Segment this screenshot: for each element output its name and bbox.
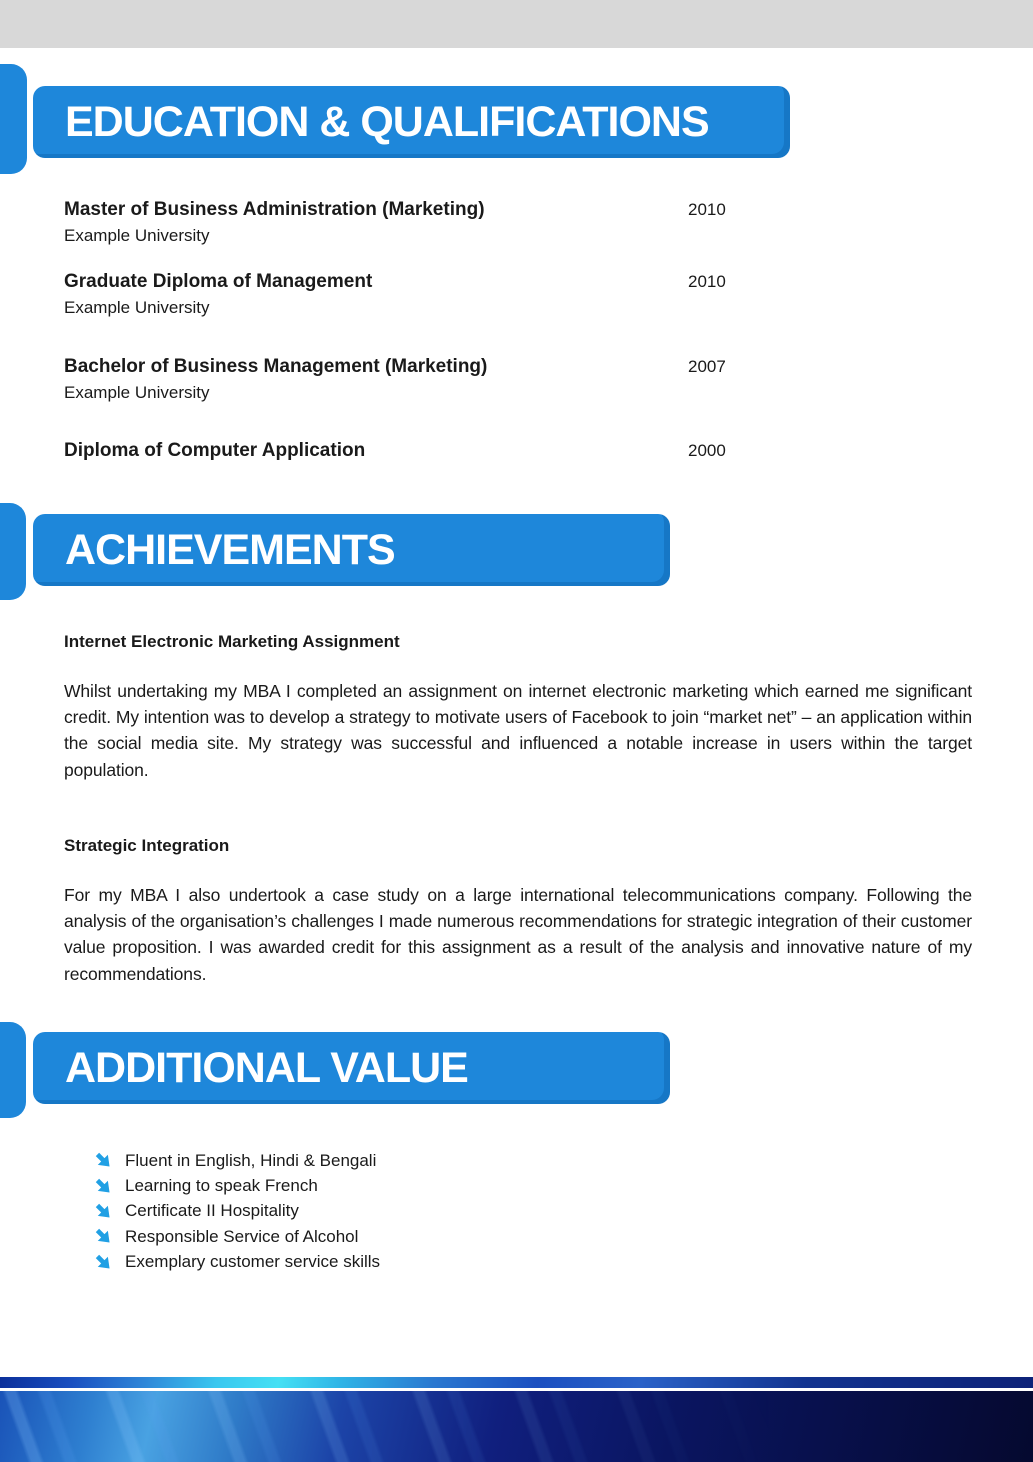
list-item-label: Learning to speak French [125,1176,318,1196]
list-item [94,1250,380,1275]
degree-year: 2000 [688,441,726,460]
southeast-arrow-icon [94,1151,113,1170]
achievement-paragraph: For my MBA I also undertook a case study on a large international telecommunications company. Following the analysis of the organisation’s challenges I made numerous recommendations for strategic integration of their customer value proposition. I was awarded credit for this assignment as a result of the analysis and innovative nature of my recommendations. [64,885,972,984]
education-entry [64,437,972,464]
degree-year: 2010 [688,200,726,219]
list-item-label: Fluent in English, Hindi & Bengali [125,1150,377,1170]
achievement-heading: Internet Electronic Marketing Assignment [64,632,400,651]
achievement-heading: Strategic Integration [64,836,230,855]
achievements-section-side-tab [0,503,26,600]
degree-title: Master of Business Administration (Marketing) [64,199,485,220]
achievements-section-title: ACHIEVEMENTS [65,525,395,574]
additional-value-section-banner [33,1032,670,1104]
additional-value-section-title: ADDITIONAL VALUE [65,1043,468,1092]
top-gray-bar [0,0,1033,48]
bottom-accent-stripe [0,1377,1033,1388]
achievements-section-banner [33,514,670,586]
degree-year: 2007 [688,357,726,376]
degree-title: Bachelor of Business Management (Marketing) [64,356,488,377]
institution: Example University [64,298,210,317]
achievement-paragraph: Whilst undertaking my MBA I completed an assignment on internet electronic marketing which earned me significant credit. My intention was to develop a strategy to motivate users of Facebook to join “market net” – an application within the social media site. My strategy was successful and influenced a notable increase in users within the target population. [64,681,972,780]
list-item [94,1224,380,1249]
list-item-label: Responsible Service of Alcohol [125,1226,359,1246]
southeast-arrow-icon [94,1227,113,1246]
southeast-arrow-icon [94,1202,113,1221]
education-section-title: EDUCATION & QUALIFICATIONS [65,97,709,146]
education-section-side-tab [0,64,27,174]
degree-title: Graduate Diploma of Management [64,271,373,292]
degree-year: 2010 [688,272,726,291]
education-entry [64,268,972,321]
institution: Example University [64,383,210,402]
list-item [94,1199,380,1224]
list-item-label: Exemplary customer service skills [125,1252,381,1272]
education-section-banner [33,86,790,158]
list-item [94,1148,380,1173]
southeast-arrow-icon [94,1177,113,1196]
education-entry [64,196,972,249]
additional-value-section-side-tab [0,1022,26,1118]
bottom-gradient-band [0,1391,1033,1462]
southeast-arrow-icon [94,1253,113,1272]
list-item-label: Certificate II Hospitality [125,1201,299,1221]
degree-title: Diploma of Computer Application [64,440,366,461]
institution: Example University [64,226,210,245]
additional-value-list [94,1148,380,1275]
education-entry [64,353,972,406]
list-item [94,1173,380,1198]
